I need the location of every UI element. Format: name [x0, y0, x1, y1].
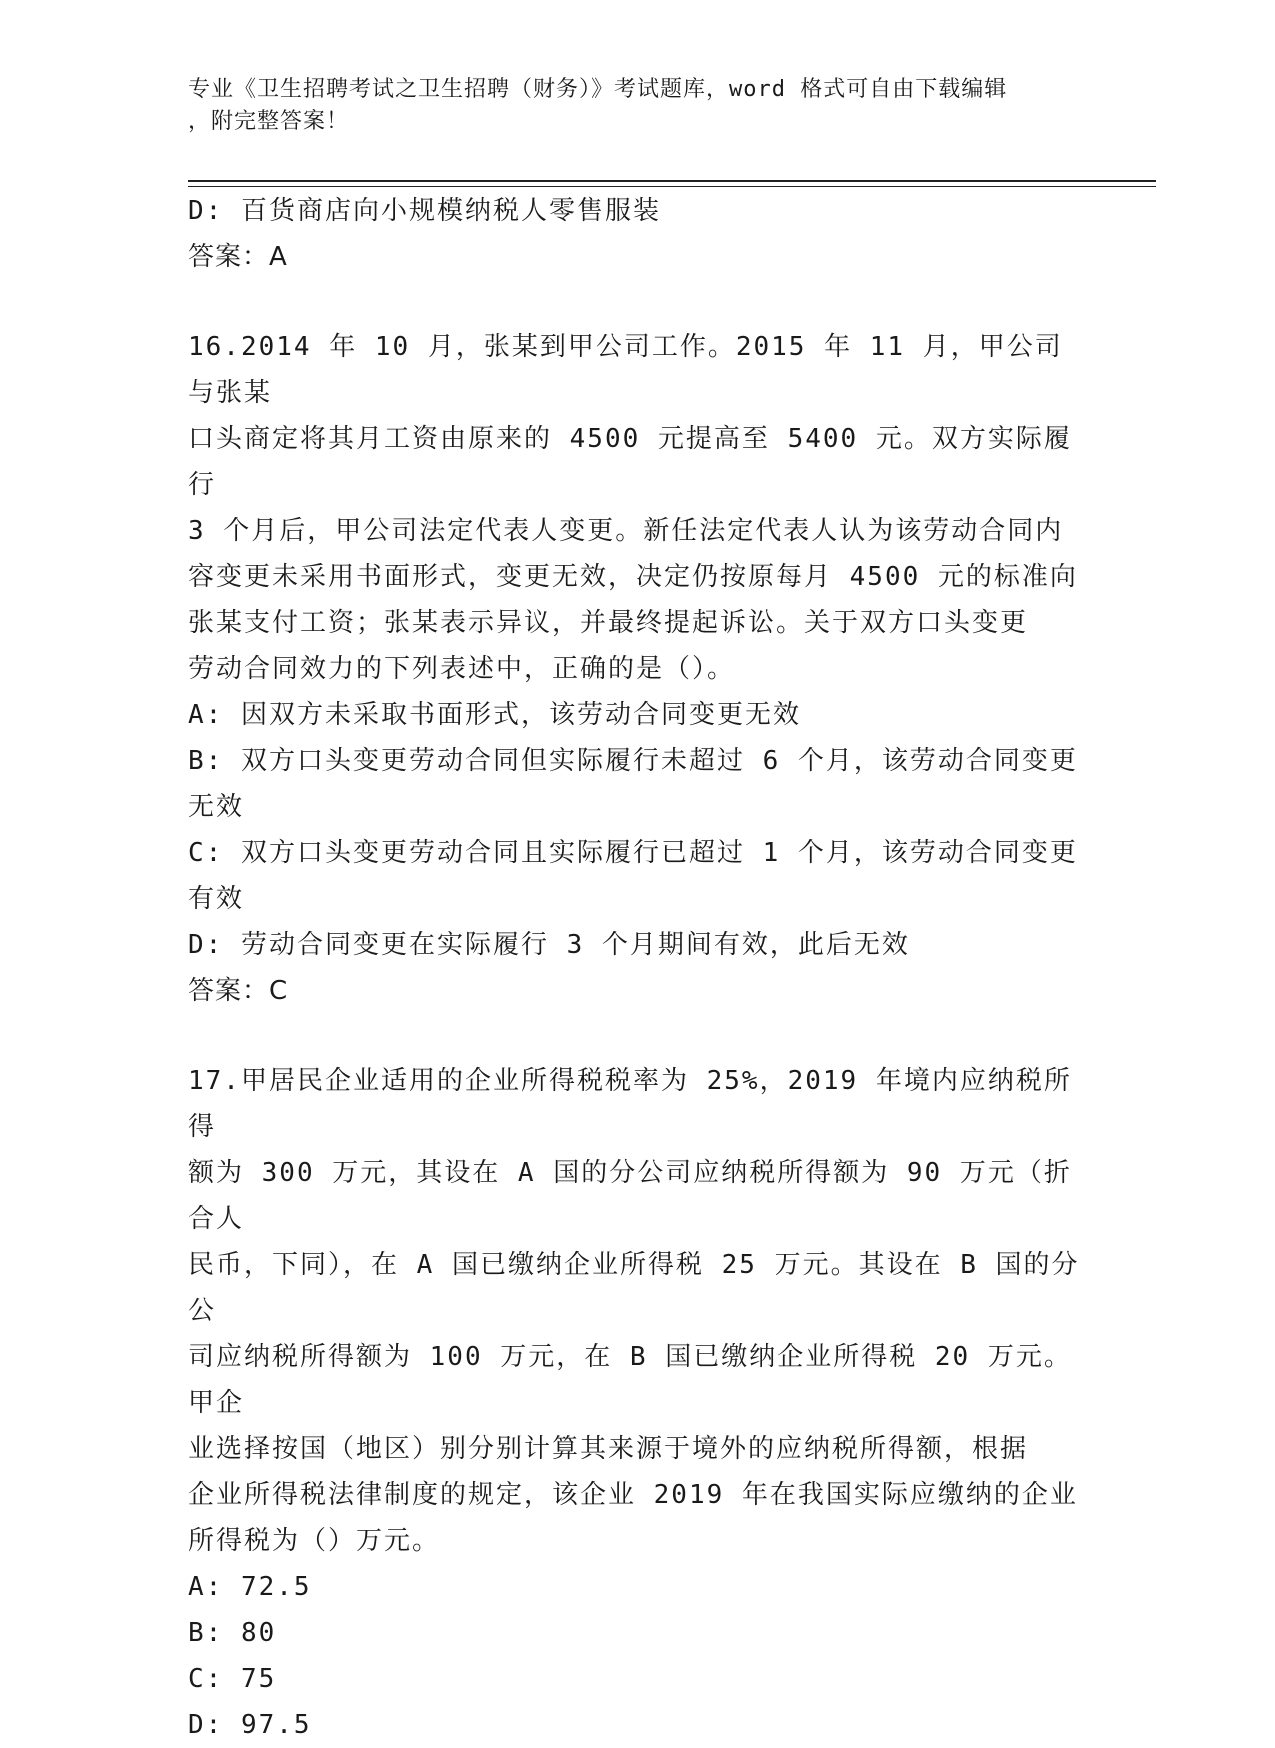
- q17-option-d: D: 97.5: [188, 1710, 312, 1740]
- question-16: [188, 324, 1088, 1014]
- header-line-2: ，附完整答案！: [188, 109, 350, 134]
- q17-stem-line: 业选择按国（地区）别分别计算其来源于境外的应纳税所得额，根据: [188, 1434, 1029, 1464]
- prev-answer: 答案：A: [188, 242, 288, 272]
- question-17: [188, 1058, 1088, 1748]
- q16-answer: 答案：C: [188, 976, 289, 1006]
- q17-stem-line: 17.甲居民企业适用的企业所得税税率为 25%，2019 年境内应纳税所得: [188, 1066, 1072, 1142]
- document-header: [188, 74, 1088, 138]
- header-divider: [188, 180, 1156, 187]
- q16-stem-line: 口头商定将其月工资由原来的 4500 元提高至 5400 元。双方实际履行: [188, 424, 1072, 500]
- q16-stem-line: 容变更未采用书面形式，变更无效，决定仍按原每月 4500 元的标准向: [188, 562, 1078, 592]
- spacer: [188, 1014, 1088, 1058]
- q16-option-a: A: 因双方未采取书面形式，该劳动合同变更无效: [188, 700, 801, 730]
- q16-option-c-cont: 有效: [188, 884, 245, 914]
- q17-option-c: C: 75: [188, 1664, 277, 1694]
- document-body: [188, 188, 1088, 1748]
- q16-option-d: D: 劳动合同变更在实际履行 3 个月期间有效，此后无效: [188, 930, 910, 960]
- q17-stem-line: 所得税为（）万元。: [188, 1526, 441, 1556]
- q17-stem-line: 民币，下同），在 A 国已缴纳企业所得税 25 万元。其设在 B 国的分公: [188, 1250, 1080, 1326]
- q16-stem-line: 张某支付工资；张某表示异议，并最终提起诉讼。关于双方口头变更: [188, 608, 1029, 638]
- q17-stem-line: 司应纳税所得额为 100 万元，在 B 国已缴纳企业所得税 20 万元。甲企: [188, 1342, 1072, 1418]
- q16-option-b: B: 双方口头变更劳动合同但实际履行未超过 6 个月，该劳动合同变更: [188, 746, 1078, 776]
- q16-stem-line: 3 个月后，甲公司法定代表人变更。新任法定代表人认为该劳动合同内: [188, 516, 1064, 546]
- prev-option-d: D: 百货商店向小规模纳税人零售服装: [188, 196, 661, 226]
- q16-option-c: C: 双方口头变更劳动合同且实际履行已超过 1 个月，该劳动合同变更: [188, 838, 1078, 868]
- q17-stem-line: 企业所得税法律制度的规定，该企业 2019 年在我国实际应缴纳的企业: [188, 1480, 1078, 1510]
- header-line-1: 专业《卫生招聘考试之卫生招聘（财务）》考试题库，word 格式可自由下载编辑: [188, 77, 1008, 102]
- q16-stem-line: 劳动合同效力的下列表述中，正确的是（）。: [188, 654, 736, 684]
- spacer: [188, 280, 1088, 324]
- q16-stem-line: 16.2014 年 10 月，张某到甲公司工作。2015 年 11 月，甲公司与张某: [188, 332, 1063, 408]
- q16-option-b-cont: 无效: [188, 792, 245, 822]
- q17-option-b: B: 80: [188, 1618, 277, 1648]
- q17-option-a: A: 72.5: [188, 1572, 312, 1602]
- q17-stem-line: 额为 300 万元，其设在 A 国的分公司应纳税所得额为 90 万元（折合人: [188, 1158, 1072, 1234]
